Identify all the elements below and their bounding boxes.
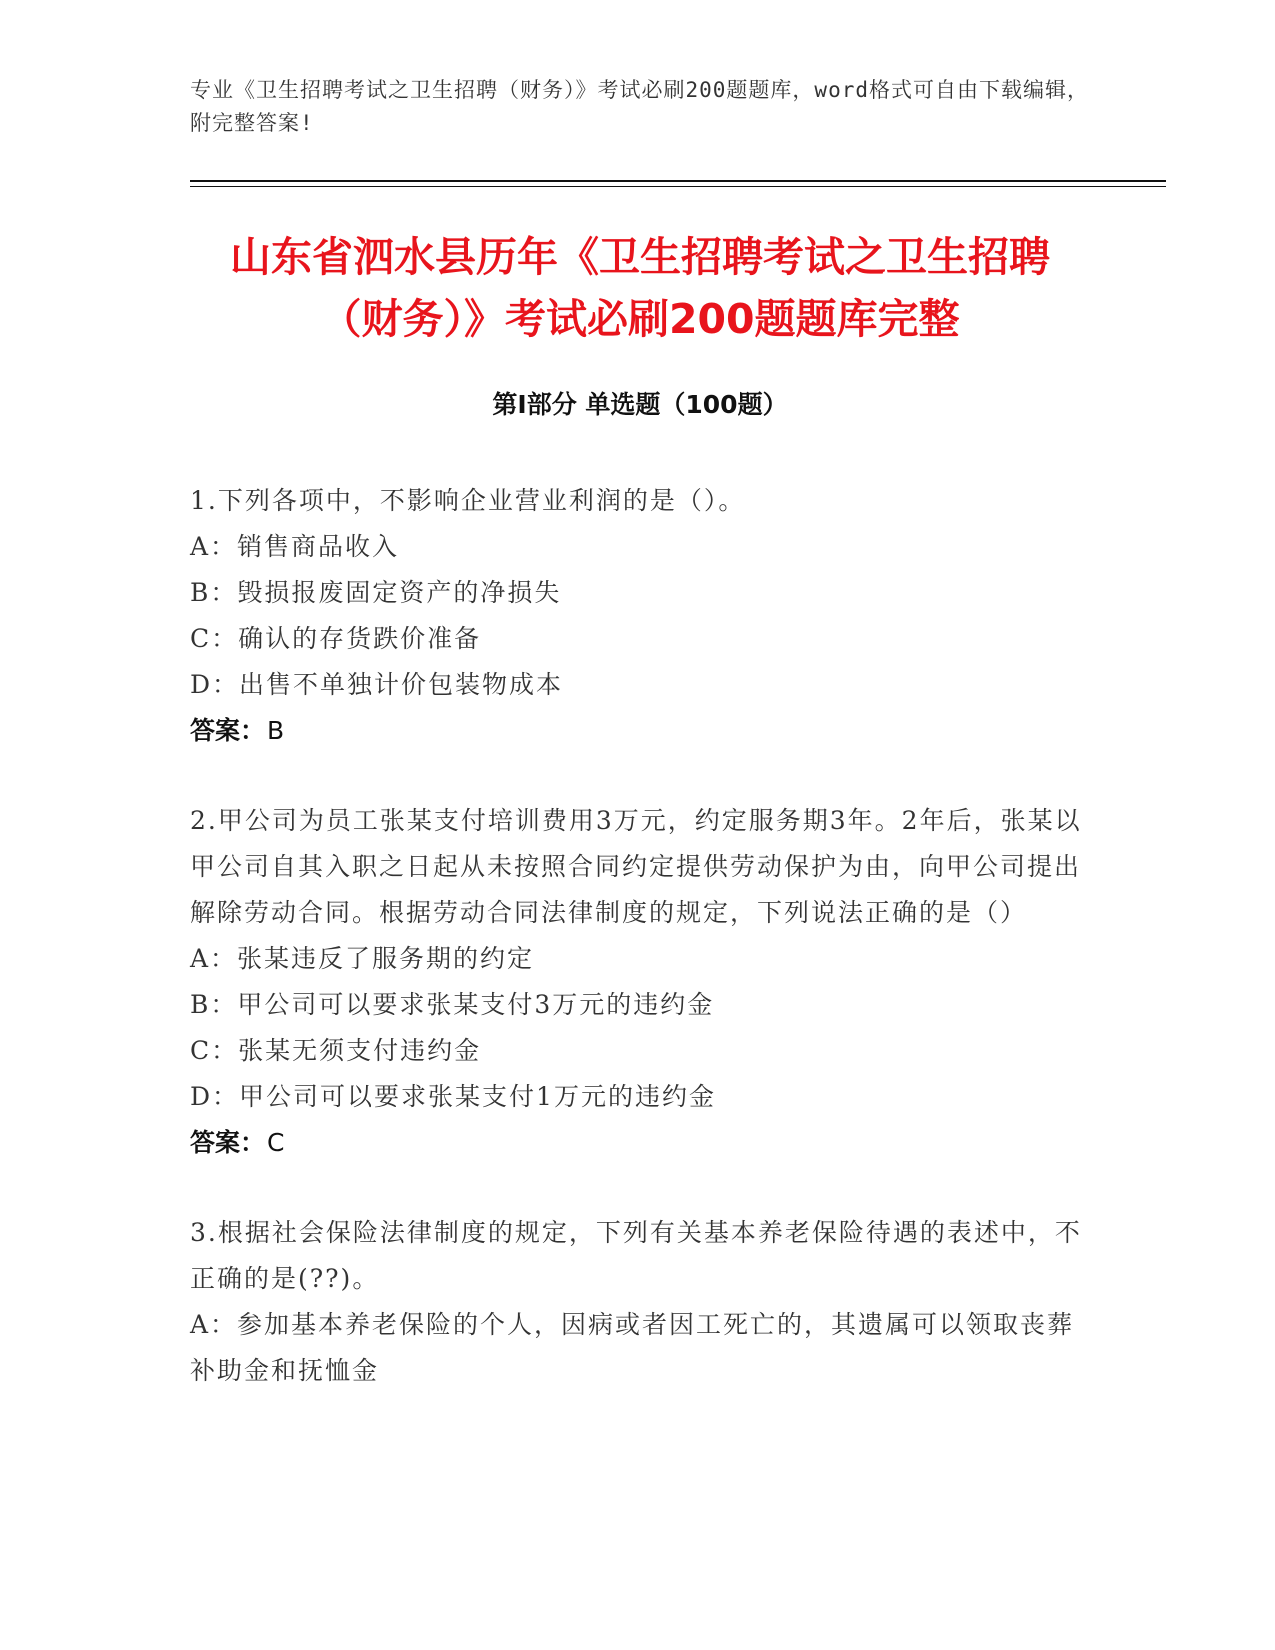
answer-value: C xyxy=(267,1128,285,1157)
section-heading: 第Ⅰ部分 单选题（100题） xyxy=(492,390,788,419)
option-b: B：毁损报废固定资产的净损失 xyxy=(190,578,562,607)
question-1 xyxy=(190,478,1090,754)
option-a: A：销售商品收入 xyxy=(190,532,400,561)
option-b: B：甲公司可以要求张某支付3万元的违约金 xyxy=(190,990,715,1019)
question-stem: 3.根据社会保险法律制度的规定，下列有关基本养老保险待遇的表述中，不正确的是(??)。 xyxy=(190,1218,1082,1293)
question-2 xyxy=(190,798,1090,1166)
header-rule-thick xyxy=(190,180,1166,182)
question-3 xyxy=(190,1210,1090,1394)
document-title: 山东省泗水县历年《卫生招聘考试之卫生招聘（财务）》考试必刷200题题库完整 xyxy=(230,233,1050,343)
option-a: A：张某违反了服务期的约定 xyxy=(190,944,535,973)
header-rule-thin xyxy=(190,186,1166,187)
option-d: D：出售不单独计价包装物成本 xyxy=(190,670,564,699)
answer-value: B xyxy=(267,716,285,745)
header-note: 专业《卫生招聘考试之卫生招聘（财务）》考试必刷200题题库，word格式可自由下载编辑，附完整答案! xyxy=(190,78,1089,135)
question-stem: 1.下列各项中，不影响企业营业利润的是（）。 xyxy=(190,486,746,515)
answer-label: 答案： xyxy=(190,1128,266,1157)
option-d: D：甲公司可以要求张某支付1万元的违约金 xyxy=(190,1082,716,1111)
option-a: A：参加基本养老保险的个人，因病或者因工死亡的，其遗属可以领取丧葬补助金和抚恤金 xyxy=(190,1310,1075,1385)
answer-line xyxy=(190,1120,1090,1166)
answer-label: 答案： xyxy=(190,716,266,745)
option-c: C：张某无须支付违约金 xyxy=(190,1036,482,1065)
answer-line xyxy=(190,708,1090,754)
option-c: C：确认的存货跌价准备 xyxy=(190,624,482,653)
question-stem: 2.甲公司为员工张某支付培训费用3万元，约定服务期3年。2年后，张某以甲公司自其入职之日起从未按照合同约定提供劳动保护为由，向甲公司提出解除劳动合同。根据劳动合同法律制度的规定，下列说法正确的是（） xyxy=(190,806,1082,927)
question-list xyxy=(190,478,1090,1438)
